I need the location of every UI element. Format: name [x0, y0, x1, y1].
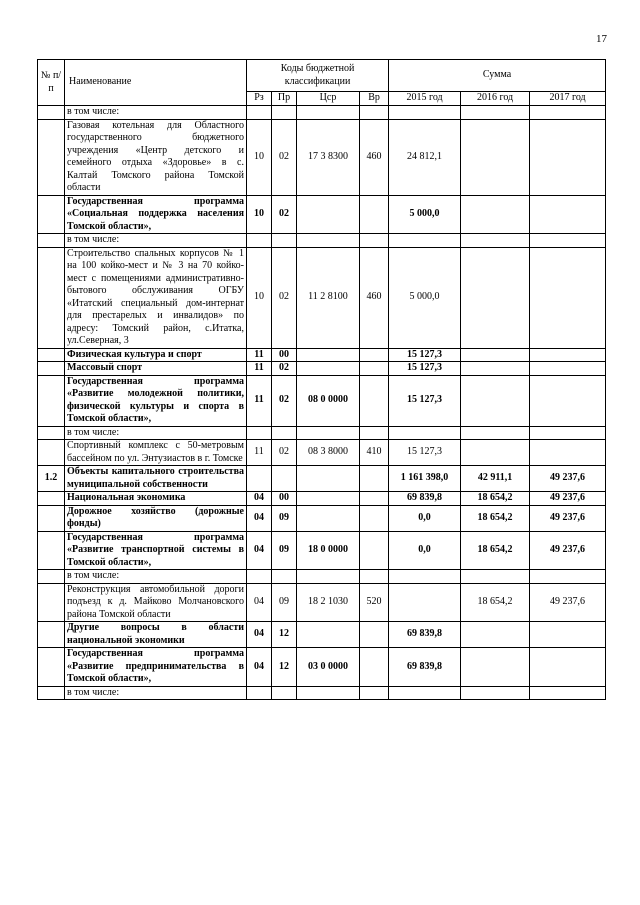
cell-pr — [272, 106, 297, 120]
cell-num: 1.2 — [38, 466, 65, 492]
budget-table — [37, 59, 606, 700]
cell-2017 — [530, 247, 606, 348]
cell-vr — [360, 234, 389, 248]
cell-2017 — [530, 362, 606, 376]
cell-2015: 5 000,0 — [389, 247, 461, 348]
table-row — [38, 119, 606, 195]
table-row — [38, 570, 606, 584]
table-row — [38, 686, 606, 700]
cell-name: Государственная программа «Развитие транспортной системы в Томской области», — [65, 531, 247, 570]
cell-rz: 10 — [247, 195, 272, 234]
cell-2016 — [461, 119, 530, 195]
cell-name: в том числе: — [65, 570, 247, 584]
table-row — [38, 106, 606, 120]
header-vr: Вр — [360, 92, 389, 106]
cell-num — [38, 505, 65, 531]
cell-2015: 0,0 — [389, 531, 461, 570]
cell-2017 — [530, 426, 606, 440]
table-row — [38, 234, 606, 248]
cell-vr — [360, 570, 389, 584]
cell-rz — [247, 570, 272, 584]
cell-name: Дорожное хозяйство (дорожные фонды) — [65, 505, 247, 531]
cell-num — [38, 583, 65, 622]
cell-2015: 24 812,1 — [389, 119, 461, 195]
cell-rz — [247, 426, 272, 440]
cell-csr: 18 2 1030 — [297, 583, 360, 622]
cell-2016 — [461, 686, 530, 700]
cell-2017 — [530, 648, 606, 687]
cell-csr — [297, 426, 360, 440]
table-row — [38, 583, 606, 622]
cell-pr — [272, 426, 297, 440]
cell-rz: 04 — [247, 531, 272, 570]
cell-pr: 12 — [272, 648, 297, 687]
header-rz: Рз — [247, 92, 272, 106]
cell-num — [38, 119, 65, 195]
cell-csr — [297, 686, 360, 700]
cell-2017 — [530, 119, 606, 195]
cell-vr — [360, 375, 389, 426]
cell-2017: 49 237,6 — [530, 531, 606, 570]
cell-pr: 02 — [272, 247, 297, 348]
table-row — [38, 426, 606, 440]
cell-rz — [247, 234, 272, 248]
cell-pr: 09 — [272, 531, 297, 570]
cell-csr — [297, 362, 360, 376]
cell-2016 — [461, 348, 530, 362]
cell-csr: 08 3 8000 — [297, 440, 360, 466]
cell-name: в том числе: — [65, 426, 247, 440]
cell-2017: 49 237,6 — [530, 505, 606, 531]
cell-2017 — [530, 440, 606, 466]
header-num: № п/п — [38, 60, 65, 106]
cell-vr: 460 — [360, 247, 389, 348]
cell-2016: 18 654,2 — [461, 531, 530, 570]
header-2017: 2017 год — [530, 92, 606, 106]
cell-name: Другие вопросы в области национальной экономики — [65, 622, 247, 648]
table-row — [38, 348, 606, 362]
cell-csr — [297, 466, 360, 492]
header-codes: Коды бюджетной классификации — [247, 60, 389, 92]
cell-pr — [272, 686, 297, 700]
cell-pr — [272, 466, 297, 492]
table-row — [38, 362, 606, 376]
header-pr: Пр — [272, 92, 297, 106]
cell-2017 — [530, 195, 606, 234]
cell-rz: 11 — [247, 375, 272, 426]
cell-name: Спортивный комплекс с 50-метровым бассейном по ул. Энтузиастов в г. Томске — [65, 440, 247, 466]
cell-vr — [360, 362, 389, 376]
table-row — [38, 531, 606, 570]
cell-2015 — [389, 570, 461, 584]
cell-name: в том числе: — [65, 686, 247, 700]
cell-name: в том числе: — [65, 106, 247, 120]
cell-vr — [360, 492, 389, 506]
cell-name: Массовый спорт — [65, 362, 247, 376]
cell-2016 — [461, 426, 530, 440]
cell-csr: 03 0 0000 — [297, 648, 360, 687]
cell-num — [38, 426, 65, 440]
cell-pr: 02 — [272, 362, 297, 376]
cell-2015: 15 127,3 — [389, 362, 461, 376]
cell-name: в том числе: — [65, 234, 247, 248]
cell-csr — [297, 492, 360, 506]
cell-vr — [360, 426, 389, 440]
cell-vr — [360, 195, 389, 234]
cell-name: Государственная программа «Развитие молодежной политики, физической культуры и спорта в Томской области», — [65, 375, 247, 426]
cell-2015: 69 839,8 — [389, 492, 461, 506]
cell-2016 — [461, 375, 530, 426]
cell-rz: 10 — [247, 119, 272, 195]
cell-rz: 10 — [247, 247, 272, 348]
cell-csr — [297, 195, 360, 234]
cell-pr: 02 — [272, 119, 297, 195]
cell-rz: 04 — [247, 583, 272, 622]
cell-vr — [360, 466, 389, 492]
cell-2015: 5 000,0 — [389, 195, 461, 234]
table-row — [38, 492, 606, 506]
cell-2017 — [530, 570, 606, 584]
cell-vr — [360, 106, 389, 120]
cell-2015 — [389, 234, 461, 248]
cell-vr — [360, 348, 389, 362]
cell-rz: 04 — [247, 492, 272, 506]
table-row — [38, 648, 606, 687]
cell-pr: 09 — [272, 583, 297, 622]
cell-2015 — [389, 686, 461, 700]
cell-csr: 08 0 0000 — [297, 375, 360, 426]
table-row — [38, 466, 606, 492]
cell-2016: 18 654,2 — [461, 583, 530, 622]
cell-name: Объекты капитального строительства муниципальной собственности — [65, 466, 247, 492]
cell-2015 — [389, 426, 461, 440]
cell-2015 — [389, 583, 461, 622]
cell-vr — [360, 622, 389, 648]
cell-csr: 18 0 0000 — [297, 531, 360, 570]
table-body — [38, 106, 606, 700]
cell-num — [38, 348, 65, 362]
cell-vr: 410 — [360, 440, 389, 466]
cell-name: Строительство спальных корпусов № 1 на 100 койко-мест и № 3 на 70 койко-мест с помещениями административно-бытового обслуживания ОГБУ «Итатский специальный дом-интернат для престарелых и инвалидов» по адресу: Томский район, с.Итатка, ул.Северная, 3 — [65, 247, 247, 348]
cell-pr: 02 — [272, 440, 297, 466]
table-row — [38, 440, 606, 466]
table-row — [38, 622, 606, 648]
cell-2015: 15 127,3 — [389, 440, 461, 466]
header-2015: 2015 год — [389, 92, 461, 106]
cell-csr: 11 2 8100 — [297, 247, 360, 348]
cell-2016: 42 911,1 — [461, 466, 530, 492]
cell-num — [38, 195, 65, 234]
cell-2016 — [461, 106, 530, 120]
cell-num — [38, 492, 65, 506]
cell-rz: 04 — [247, 505, 272, 531]
cell-pr: 02 — [272, 375, 297, 426]
cell-csr — [297, 505, 360, 531]
cell-num — [38, 531, 65, 570]
cell-csr: 17 3 8300 — [297, 119, 360, 195]
cell-num — [38, 648, 65, 687]
cell-pr: 12 — [272, 622, 297, 648]
cell-pr: 00 — [272, 492, 297, 506]
cell-csr — [297, 570, 360, 584]
cell-name: Реконструкция автомобильной дороги подъезд к д. Майково Молчановского района Томской области — [65, 583, 247, 622]
cell-csr — [297, 622, 360, 648]
cell-num — [38, 622, 65, 648]
cell-2015: 1 161 398,0 — [389, 466, 461, 492]
cell-vr: 520 — [360, 583, 389, 622]
cell-csr — [297, 234, 360, 248]
cell-2015 — [389, 106, 461, 120]
cell-num — [38, 362, 65, 376]
cell-2016 — [461, 234, 530, 248]
cell-rz: 04 — [247, 622, 272, 648]
cell-2015: 0,0 — [389, 505, 461, 531]
cell-rz: 11 — [247, 440, 272, 466]
cell-pr: 00 — [272, 348, 297, 362]
cell-2016 — [461, 247, 530, 348]
cell-num — [38, 375, 65, 426]
cell-2016 — [461, 362, 530, 376]
cell-2016 — [461, 622, 530, 648]
cell-name: Газовая котельная для Областного государственного бюджетного учреждения «Центр детского и семейного отдыха «Здоровье» в с. Калтай Томского района Томской области — [65, 119, 247, 195]
cell-2017 — [530, 234, 606, 248]
cell-num — [38, 106, 65, 120]
cell-pr — [272, 570, 297, 584]
cell-2015: 69 839,8 — [389, 622, 461, 648]
page-number: 17 — [596, 33, 607, 45]
cell-num — [38, 686, 65, 700]
cell-2015: 15 127,3 — [389, 375, 461, 426]
cell-name: Государственная программа «Развитие предпринимательства в Томской области», — [65, 648, 247, 687]
cell-2017 — [530, 106, 606, 120]
cell-pr: 09 — [272, 505, 297, 531]
header-sum: Сумма — [389, 60, 606, 92]
cell-num — [38, 570, 65, 584]
cell-2016: 18 654,2 — [461, 505, 530, 531]
cell-2016 — [461, 648, 530, 687]
cell-2017 — [530, 686, 606, 700]
cell-vr — [360, 531, 389, 570]
cell-name: Физическая культура и спорт — [65, 348, 247, 362]
cell-2016 — [461, 195, 530, 234]
cell-name: Государственная программа «Социальная поддержка населения Томской области», — [65, 195, 247, 234]
cell-rz: 11 — [247, 348, 272, 362]
cell-pr — [272, 234, 297, 248]
cell-name: Национальная экономика — [65, 492, 247, 506]
cell-csr — [297, 348, 360, 362]
cell-rz — [247, 466, 272, 492]
table-row — [38, 195, 606, 234]
cell-2015: 15 127,3 — [389, 348, 461, 362]
cell-num — [38, 247, 65, 348]
cell-vr: 460 — [360, 119, 389, 195]
cell-2015: 69 839,8 — [389, 648, 461, 687]
cell-rz: 04 — [247, 648, 272, 687]
cell-pr: 02 — [272, 195, 297, 234]
cell-2016 — [461, 570, 530, 584]
cell-vr — [360, 648, 389, 687]
cell-2017 — [530, 622, 606, 648]
header-2016: 2016 год — [461, 92, 530, 106]
cell-2017: 49 237,6 — [530, 492, 606, 506]
cell-csr — [297, 106, 360, 120]
cell-2017: 49 237,6 — [530, 466, 606, 492]
table-row — [38, 247, 606, 348]
cell-vr — [360, 505, 389, 531]
header-csr: Цср — [297, 92, 360, 106]
cell-2017 — [530, 348, 606, 362]
cell-rz — [247, 686, 272, 700]
table-row — [38, 505, 606, 531]
cell-vr — [360, 686, 389, 700]
cell-num — [38, 440, 65, 466]
table-row — [38, 375, 606, 426]
cell-2016: 18 654,2 — [461, 492, 530, 506]
cell-rz: 11 — [247, 362, 272, 376]
cell-2016 — [461, 440, 530, 466]
cell-2017: 49 237,6 — [530, 583, 606, 622]
cell-rz — [247, 106, 272, 120]
header-name: Наименование — [65, 60, 247, 106]
cell-2017 — [530, 375, 606, 426]
cell-num — [38, 234, 65, 248]
